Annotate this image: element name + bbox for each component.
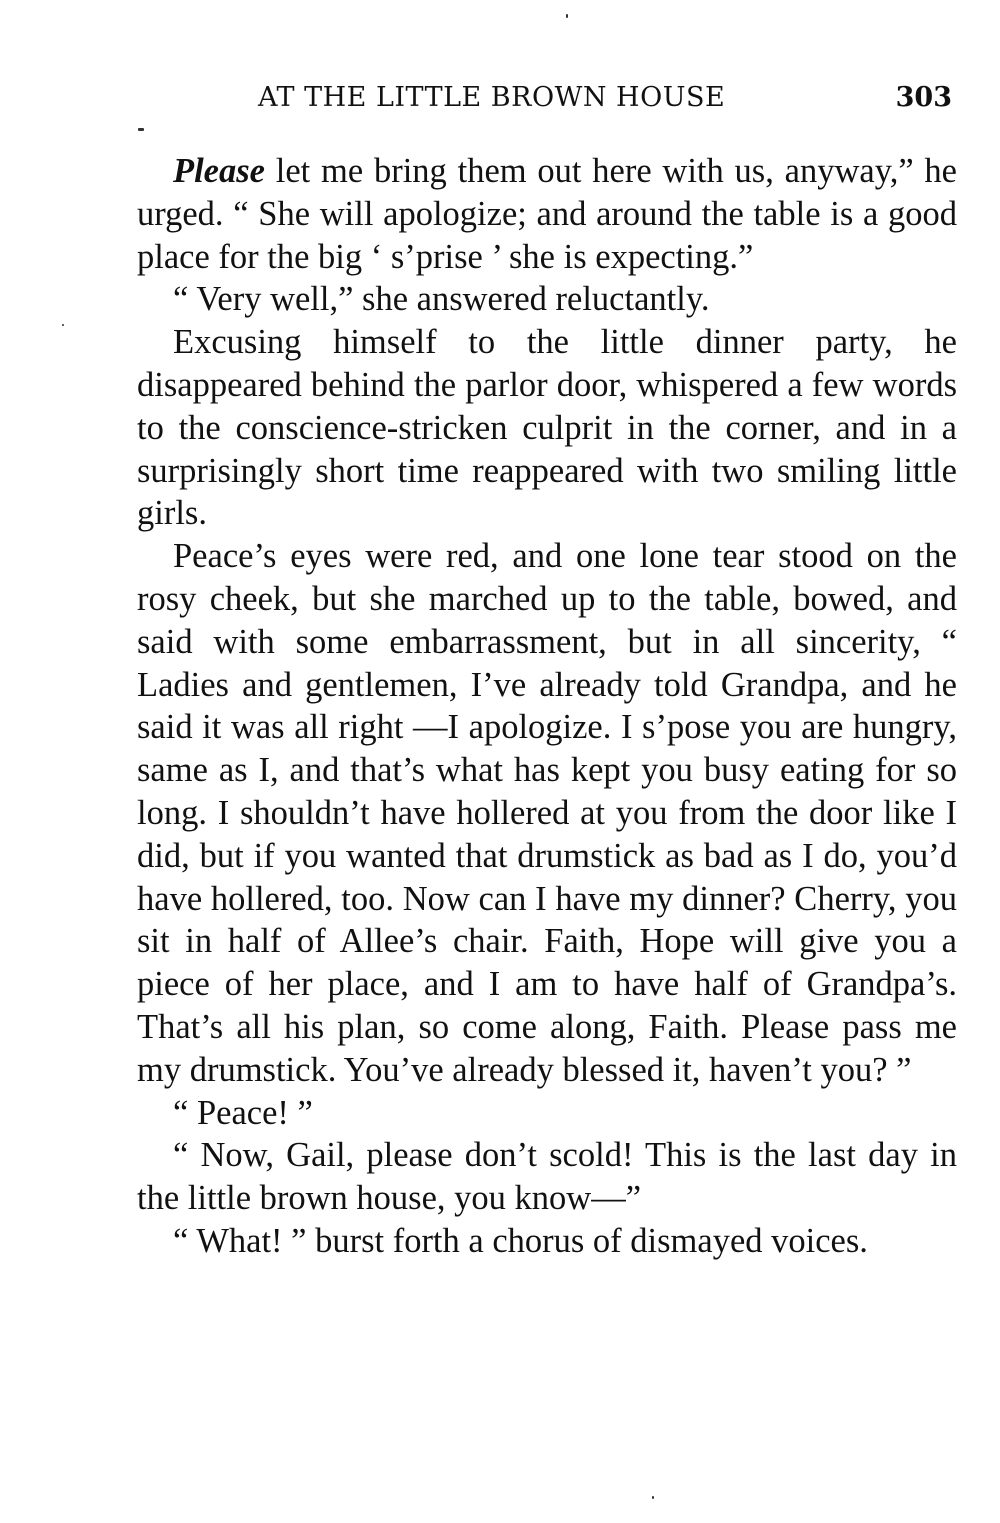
scan-speck xyxy=(566,14,568,18)
scan-speck xyxy=(62,324,64,326)
running-title: AT THE LITTLE BROWN HOUSE xyxy=(258,82,726,113)
page-header xyxy=(258,78,958,118)
paragraph: “ Peace! ” xyxy=(173,1093,313,1132)
body-text xyxy=(137,150,957,1263)
scan-speck xyxy=(652,1496,654,1499)
scan-speck xyxy=(138,128,144,131)
paragraph: “ Now, Gail, please don’t scold! This is the last day in the little brown house, you know—” xyxy=(137,1136,957,1218)
paragraph: Peace’s eyes were red, and one lone tear stood on the rosy cheek, but she marched up to the table, bowed, and said with some embarrassment, but in all sincerity, “ Ladies and gentlemen, I’ve already told Grandpa, and he said it was all right —I apologize. I s’pose you are hungry, same as I, and that’s what has kept you busy eating for so long. I shouldn’t have hollered at you from the door like I did, but if you wanted that drumstick as bad as I do, you’d have hollered, too. Now can I have my dinner? Cherry, you sit in half of Allee’s chair. Faith, Hope will give you a piece of her place, and I am to have half of Grandpa’s. That’s all his plan, so come along, Faith. Please pass me my drumstick. You’ve already blessed it, haven’t you? ” xyxy=(137,537,957,1089)
paragraph-text: let me bring them out here with us, anyway,” he urged. “ She will apologize; and around the table is a good place for the big ‘ s’prise ’ she is expecting.” xyxy=(137,152,957,276)
paragraph: “ What! ” burst forth a chorus of dismayed voices. xyxy=(173,1221,868,1260)
paragraph: “ Very well,” she answered reluctantly. xyxy=(173,280,710,319)
page-number: 303 xyxy=(895,82,952,113)
paragraph: Excusing himself to the little dinner party, he disappeared behind the parlor door, whispered a few words to the conscience-stricken culprit in the corner, and in a surprisingly short time reappeared with two smiling little girls. xyxy=(137,323,957,533)
paragraph xyxy=(137,150,957,278)
emphasized-word: Please xyxy=(173,152,265,190)
